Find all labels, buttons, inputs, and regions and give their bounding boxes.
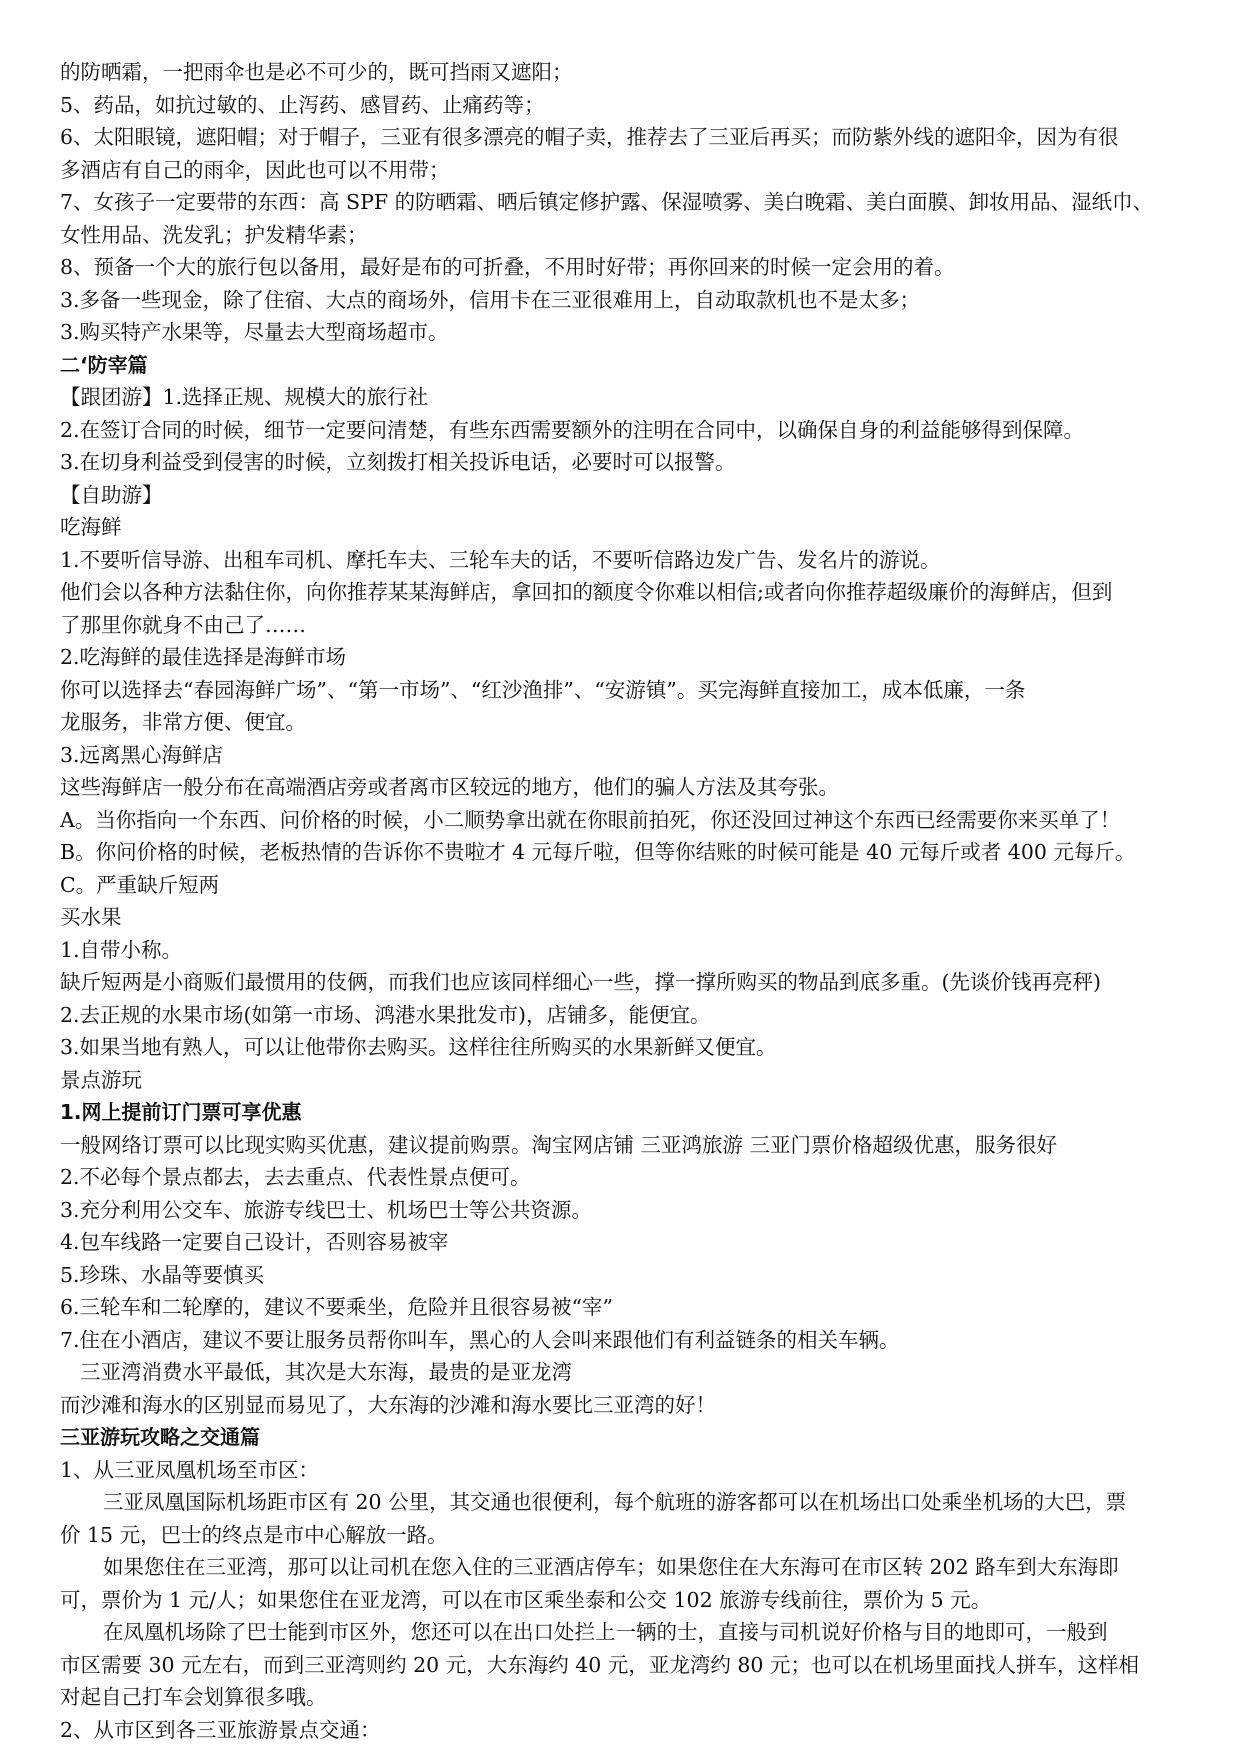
text-line: 吃海鲜	[60, 515, 122, 539]
section-heading: 三亚游玩攻略之交通篇	[60, 1425, 260, 1449]
text-line: 1.自带小称。	[60, 937, 183, 962]
text-line: 2.不必每个景点都去，去去重点、代表性景点便可。	[60, 1165, 531, 1189]
text-line: 这些海鲜店一般分布在高端酒店旁或者离市区较远的地方，他们的骗人方法及其夸张。	[60, 775, 839, 799]
text-line: C。严重缺斤短两	[60, 872, 220, 897]
text-line: 3.如果当地有熟人，可以让他带你去购买。这样往往所购买的水果新鲜又便宜。	[60, 1035, 777, 1059]
text-line: 【跟团游】1.选择正规、规模大的旅行社	[60, 385, 429, 409]
text-line: 他们会以各种方法黏住你，向你推荐某某海鲜店，拿回扣的额度令你难以相信;或者向你推荐超级廉价的海鲜店，但到	[60, 580, 1113, 604]
text-line: 3.购买特产水果等，尽量去大型商场超市。	[60, 320, 449, 344]
text-line: 2.去正规的水果市场(如第一市场、鸿港水果批发市)，店铺多，能便宜。	[60, 1002, 711, 1027]
text-line: 8、预备一个大的旅行包以备用，最好是布的可折叠，不用时好带；再你回来的时候一定会用的着。	[60, 255, 955, 279]
text-line: 1、从三亚凤凰机场至市区：	[60, 1457, 320, 1482]
text-line: 而沙滩和海水的区别显而易见了，大东海的沙滩和海水要比三亚湾的好！	[60, 1392, 716, 1417]
document-page	[60, 56, 1190, 1746]
text-line: 5、药品，如抗过敏的、止泻药、感冒药、止痛药等；	[60, 92, 545, 117]
text-line: 4.包车线路一定要自己设计，否则容易被宰	[60, 1230, 449, 1254]
text-line: 2.在签订合同的时候，细节一定要问清楚，有些东西需要额外的注明在合同中，以确保自身的利益能够得到保障。	[60, 417, 1085, 442]
text-line: 女性用品、洗发乳；护发精华素；	[60, 222, 368, 247]
text-line: 买水果	[60, 905, 122, 929]
text-line: 2、从市区到各三亚旅游景点交通：	[60, 1717, 381, 1742]
text-line: 的防晒霜，一把雨伞也是必不可少的，既可挡雨又遮阳；	[60, 60, 573, 84]
text-line: 价 15 元，巴士的终点是市中心解放一路。	[60, 1522, 448, 1547]
text-line: 三亚湾消费水平最低，其次是大东海，最贵的是亚龙湾	[80, 1360, 572, 1384]
text-line: 5.珍珠、水晶等要慎买	[60, 1262, 265, 1287]
text-line: 7、女孩子一定要带的东西：高 SPF 的防晒霜、晒后镇定修护露、保湿喷雾、美白晚霜、美白面膜、卸妆用品、湿纸巾、	[60, 190, 1154, 214]
text-line: 龙服务，非常方便、便宜。	[60, 710, 306, 734]
text-line: 缺斤短两是小商贩们最惯用的伎俩，而我们也应该同样细心一些，撑一撑所购买的物品到底多重。(先谈价钱再亮秤)	[60, 970, 1101, 994]
text-line: 2.吃海鲜的最佳选择是海鲜市场	[60, 645, 347, 669]
text-line: 3.多备一些现金，除了住宿、大点的商场外，信用卡在三亚很难用上，自动取款机也不是太多；	[60, 287, 921, 312]
text-line: 7.住在小酒店，建议不要让服务员帮你叫车，黑心的人会叫来跟他们有利益链条的相关车辆。	[60, 1327, 900, 1352]
text-line: 你可以选择去“春园海鲜广场”、“第一市场”、“红沙渔排”、“安游镇”。买完海鲜直接加工，成本低廉，一条	[60, 677, 1026, 702]
text-line: 3.远离黑心海鲜店	[60, 742, 224, 767]
text-line: 1.不要听信导游、出租车司机、摩托车夫、三轮车夫的话，不要听信路边发广告、发名片的游说。	[60, 547, 941, 572]
text-line: 三亚凤凰国际机场距市区有 20 公里，其交通也很便利，每个航班的游客都可以在机场出口处乘坐机场的大巴，票	[103, 1490, 1127, 1514]
text-line: B。你问价格的时候，老板热情的告诉你不贵啦才 4 元每斤啦，但等你结账的时候可能是 40 元每斤或者 400 元每斤。	[60, 840, 1136, 864]
text-line: 一般网络订票可以比现实购买优惠，建议提前购票。淘宝网店铺 三亚鸿旅游 三亚门票价格超级优惠，服务很好	[60, 1132, 1058, 1157]
text-line: 了那里你就身不由己了……	[60, 612, 306, 637]
section-heading: 二‘防宰篇	[60, 352, 148, 377]
text-line: 【自助游】	[60, 482, 163, 507]
section-heading: 1.网上提前订门票可享优惠	[60, 1100, 302, 1124]
text-line: 市区需要 30 元左右，而到三亚湾则约 20 元，大东海约 40 元，亚龙湾约 80 元；也可以在机场里面找人拼车，这样相	[60, 1652, 1139, 1677]
text-line: 可，票价为 1 元/人；如果您住在亚龙湾，可以在市区乘坐泰和公交 102 旅游专线前往，票价为 5 元。	[60, 1587, 992, 1612]
text-line: 景点游玩	[60, 1067, 142, 1092]
text-line: 对起自己打车会划算很多哦。	[60, 1685, 327, 1709]
text-line: 6.三轮车和二轮摩的，建议不要乘坐，危险并且很容易被“宰”	[60, 1295, 614, 1319]
text-line: 多酒店有自己的雨伞，因此也可以不用带；	[60, 157, 450, 182]
text-line: 在凤凰机场除了巴士能到市区外，您还可以在出口处拦上一辆的士，直接与司机说好价格与目的地即可，一般到	[103, 1620, 1108, 1644]
text-line: 3.充分利用公交车、旅游专线巴士、机场巴士等公共资源。	[60, 1197, 593, 1222]
text-line: 6、太阳眼镜，遮阳帽；对于帽子，三亚有很多漂亮的帽子卖，推荐去了三亚后再买；而防紫外线的遮阳伞，因为有很	[60, 125, 1119, 149]
text-line: A。当你指向一个东西、问价格的时候，小二顺势拿出就在你眼前拍死，你还没回过神这个东西已经需要你来买单了！	[60, 807, 1121, 832]
text-line: 3.在切身利益受到侵害的时候，立刻拨打相关投诉电话，必要时可以报警。	[60, 450, 736, 474]
text-line: 如果您住在三亚湾，那可以让司机在您入住的三亚酒店停车；如果您住在大东海可在市区转 202 路车到大东海即	[103, 1555, 1119, 1579]
